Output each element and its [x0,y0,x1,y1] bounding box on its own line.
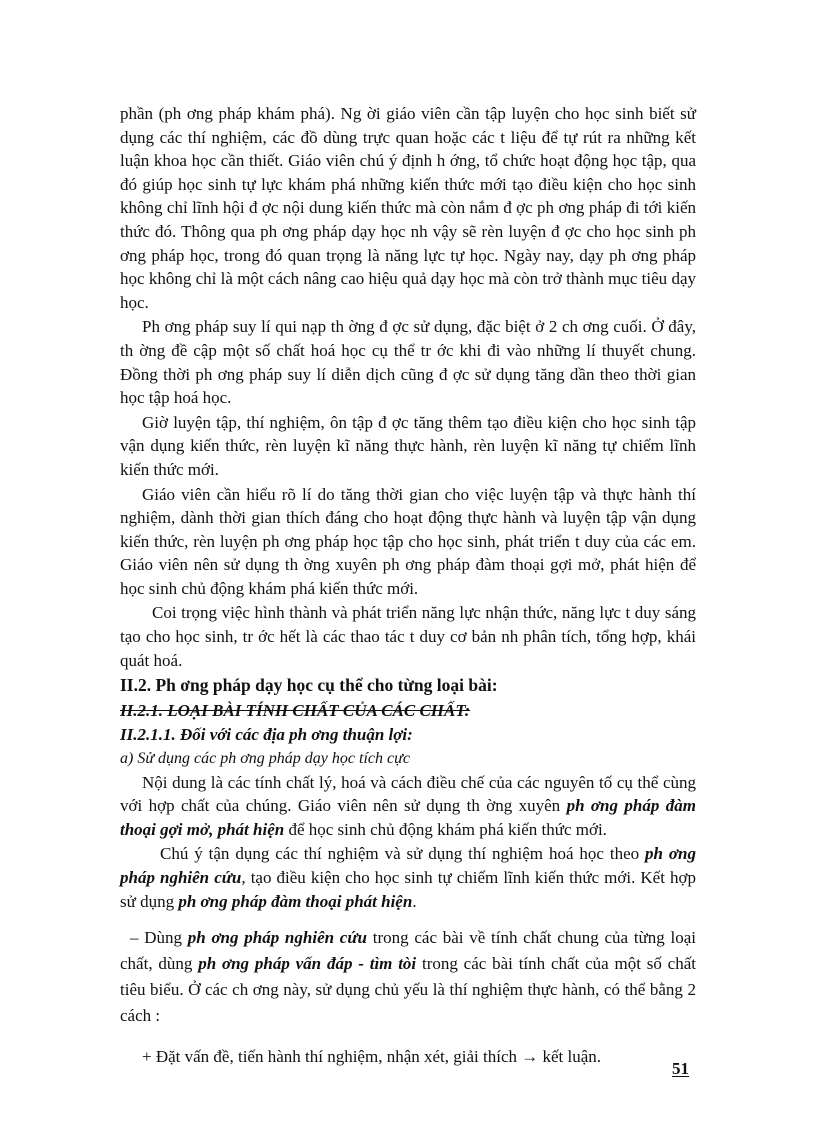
text-segment: . [412,891,417,911]
page-number: 51 [672,1059,689,1078]
text-segment: + Đặt vấn đề, tiến hành thí nghiệm, nhận xét, giải thích [142,1047,522,1067]
bold-term: ph ơng pháp nghiên cứu [120,844,696,887]
heading-item-a: a) Sử dụng các ph ơng pháp dạy học tích cực [120,750,410,768]
heading-section-2-1-1: II.2.1.1. Đối với các địa ph ơng thuận lợi: [120,725,413,745]
heading-section-2-1: II.2.1. LOẠI BÀI TÍNH CHẤT CỦA CÁC CHẤT: [120,700,471,720]
text-segment: Dùng [138,928,188,948]
bold-term: ph ơng pháp vấn đáp - tìm tòi [198,954,417,974]
text-segment: , tạo điều kiện cho học sinh tự chiếm lĩnh kiến thức mới. Kết hợp sử dụng [120,868,696,911]
paragraph-content-properties [120,771,696,842]
text-segment: kết luận. [538,1047,602,1067]
paragraph-dash-item [120,925,696,1029]
bold-term: ph ơng pháp đàm thoại phát hiện [178,891,413,911]
heading-section-2: II.2. Ph ơng pháp dạy học cụ thể cho từng loại bài: [120,675,498,696]
bold-term: ph ơng pháp nghiên cứu [187,928,367,948]
paragraph-experiments [120,842,696,913]
bold-term: ph ơng pháp đàm thoại gợi mở, phát hiện [120,796,696,839]
paragraph-plus-item [120,1045,696,1069]
paragraph-inductive-method: Ph ơng pháp suy lí qui nạp th ờng đ ợc sử dụng, đặc biệt ở 2 ch ơng cuối. Ở đây, th ờng đề cập một số chất hoá học cụ thể tr ớc khi đi vào những lí thuyết chung. Đồng thời ph ơng pháp suy lí diễn dịch cũng đ ợc sử dụng tăng dần theo thời gian học tập hoá học. [120,317,696,408]
page-content [120,102,696,1069]
text-segment: Nội dung là các tính chất lý, hoá và cách điều chế của các nguyên tố cụ thể cùng với hợp chất của chúng. Giáo viên nên sử dụng th ờng xuyên [120,772,696,816]
paragraph-teacher-understanding: Giáo viên cần hiểu rõ lí do tăng thời gian cho việc luyện tập và thực hành thí nghiệm, dành thời gian thích đáng cho hoạt động thực hành và luyện tập vận dụng kiến thức, rèn luyện ph ơng pháp học tập cho học sinh, phát triển t duy của các em. Giáo viên nên sử dụng th ờng xuyên ph ơng pháp đàm thoại gợi mở, phát hiện để học sinh chủ động khám phá kiến thức mới. [120,484,696,598]
dash-bullet: – [130,928,139,948]
paragraph-discovery-method: phần (ph ơng pháp khám phá). Ng ời giáo viên cần tập luyện cho học sinh biết sử dụng các thí nghiệm, các đồ dùng trực quan hoặc các t liệu để tự rút ra những kết luận khoa học cần thiết. Giáo viên chú ý định h ớng, tổ chức hoạt động học tập, qua đó giúp học sinh tự lực khám phá những kiến thức mới tạo điều kiện cho học sinh không chỉ lĩnh hội đ ợc nội dung kiến thức mà còn nắm đ ợc ph ơng pháp đi tới kiến thức đó. Thông qua ph ơng pháp dạy học nh vậy sẽ rèn luyện đ ợc cho học sinh ph ơng pháp học, trong đó quan trọng là năng lực tự học. Ngày nay, dạy ph ơng pháp học không chỉ là một cách nâng cao hiệu quả dạy học mà còn trở thành mục tiêu dạy học. [120,104,696,312]
arrow-right-icon: → [521,1047,539,1067]
text-segment: trong các bài tính chất của một số chất tiêu biểu. Ở các ch ơng này, sử dụng chủ yếu là thí nghiệm thực hành, có thể bằng 2 cách : [120,954,696,1026]
paragraph-practice-sessions: Giờ luyện tập, thí nghiệm, ôn tập đ ợc tăng thêm tạo điều kiện cho học sinh tập vận dụng kiến thức, rèn luyện kĩ năng thực hành, rèn luyện kĩ năng tự chiếm lĩnh kiến thức mới. [120,412,696,479]
text-segment: Chú ý tận dụng các thí nghiệm và sử dụng thí nghiệm hoá học theo [160,844,646,864]
text-segment: để học sinh chủ động khám phá kiến thức mới. [284,819,607,839]
text-segment: trong các bài về tính chất chung của từng loại chất, dùng [120,928,696,974]
paragraph-thinking-skills: Coi trọng việc hình thành và phát triển năng lực nhận thức, năng lực t duy sáng tạo cho học sinh, tr ớc hết là các thao tác t duy cơ bản nh phân tích, tổng hợp, khái quát hoá. [120,603,696,670]
